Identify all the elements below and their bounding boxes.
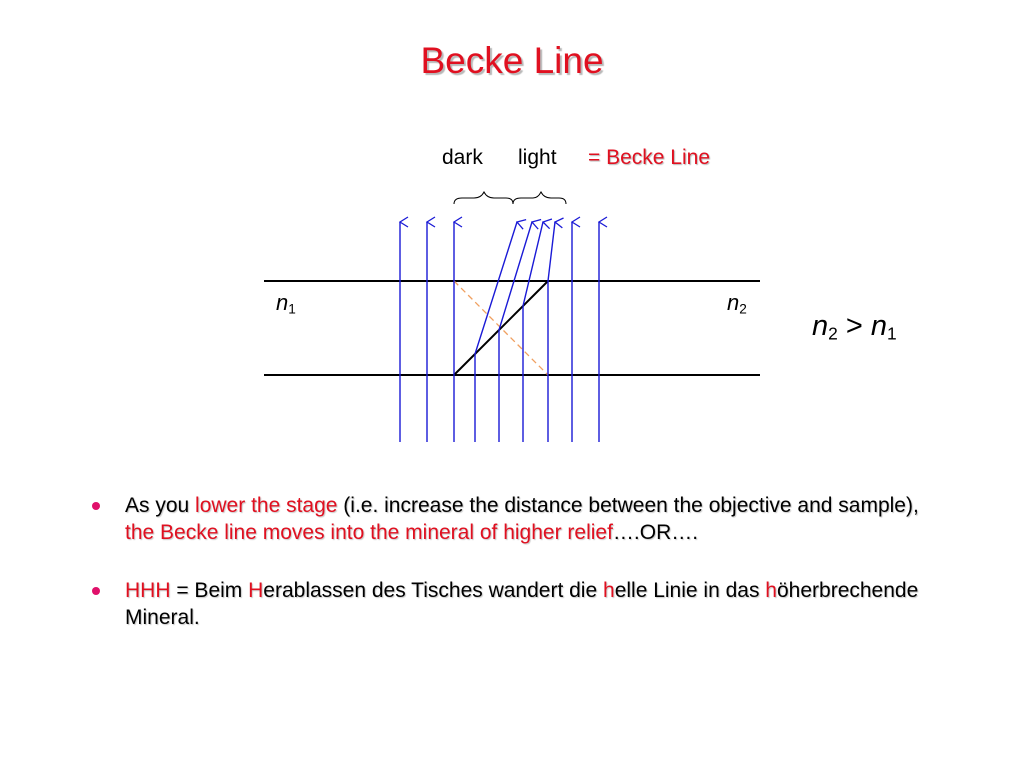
page-title: Becke Line: [420, 40, 604, 81]
refracted-rays: [475, 222, 555, 442]
bullet-highlight: the Becke line moves into the mineral of higher relief: [125, 521, 613, 544]
relation-left-subscript: 2: [828, 323, 838, 344]
bullet-item-english: [92, 492, 952, 546]
relation-right-subscript: 1: [887, 323, 897, 344]
bullet-highlight: HHH: [125, 579, 171, 602]
relation-operator: >: [845, 310, 863, 342]
bullet-highlight: lower the stage: [195, 494, 338, 517]
bullet-text: (i.e. increase the distance between the objective and sample),: [337, 494, 919, 517]
bullet-text: = Beim: [170, 579, 249, 602]
bullet-text: öherbrechende Mineral.: [125, 579, 919, 629]
refracted-ray: [499, 222, 532, 442]
becke-line-label: = Becke Line: [588, 146, 711, 169]
n1-subscript: 1: [288, 301, 296, 317]
n1-label: [276, 290, 296, 317]
light-label: light: [518, 146, 557, 169]
bullet-dot: [92, 502, 100, 510]
n2-base: n: [727, 290, 740, 315]
refracted-ray: [548, 222, 555, 442]
n2-label: [727, 290, 747, 317]
bullet-text: As you: [125, 494, 196, 517]
bullet-list: [92, 492, 952, 662]
relation-left-base: n: [812, 310, 829, 342]
bullet-text: erablassen des Tisches wandert die: [263, 579, 603, 602]
bullet-highlight: H: [248, 579, 264, 602]
dark-label: dark: [442, 146, 483, 169]
bullet-highlight: h: [765, 579, 777, 602]
bullet-item-german: [92, 577, 952, 631]
bullet-highlight: h: [603, 579, 615, 602]
refracted-ray: [523, 222, 543, 442]
refractive-index-relation: [812, 310, 897, 344]
dark-zone-bracket: [454, 192, 513, 204]
relation-right-base: n: [870, 310, 888, 342]
n1-base: n: [276, 290, 289, 315]
bullet-text: elle Linie in das: [614, 579, 766, 602]
light-zone-bracket: [513, 192, 566, 204]
n2-subscript: 2: [739, 301, 747, 317]
bullet-dot: [92, 587, 100, 595]
bullet-text: ….OR….: [612, 521, 699, 544]
